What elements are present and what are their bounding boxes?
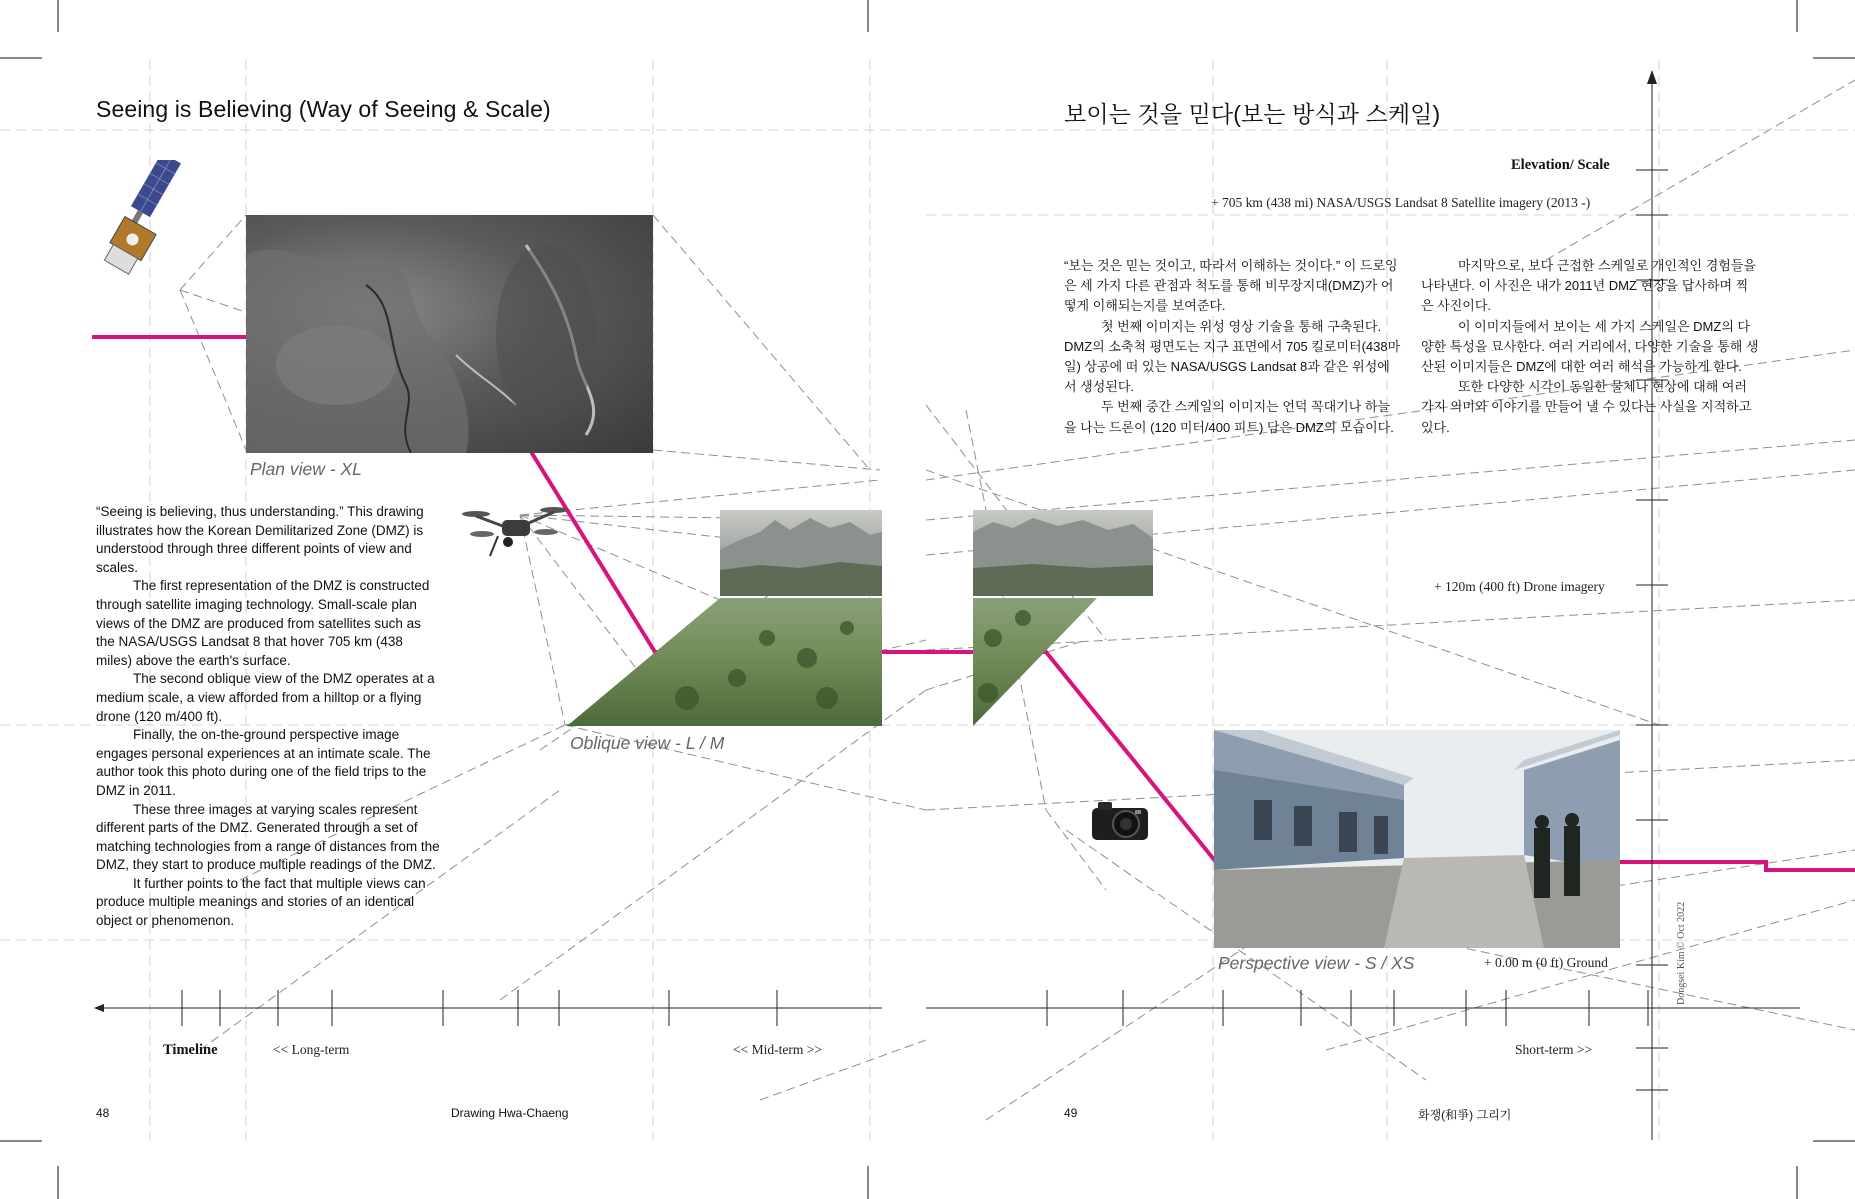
left-page: [0, 0, 926, 1199]
ko-paragraph: 이 이미지들에서 보이는 세 가지 스케일은 DMZ의 다양한 특성을 묘사한다. 여러 거리에서, 다양한 기술을 통해 생산된 이미지들은 DMZ에 대한 여러 해석을 가능하게 한다.: [1421, 318, 1759, 375]
drone-mountain-image: [720, 510, 882, 596]
body-paragraph: It further points to the fact that multiple views can produce multiple meanings and stories of an identical object or phenomenon.: [96, 875, 426, 929]
elevation-label: Elevation/ Scale: [1511, 157, 1610, 173]
body-paragraph: The first representation of the DMZ is constructed through satellite imaging technology. Small-scale plan views of the DMZ are produced from satellites such as the NASA/USGS Landsat 8 that hover 705 km (438 miles) above the earth's surface.: [96, 578, 430, 668]
running-title: 화쟁(和爭) 그리기: [1418, 1108, 1512, 1122]
timeline-arrow-icon: [94, 1004, 104, 1012]
ko-paragraph: 또한 다양한 시각이 동일한 물체나 현상에 대해 여러 가지 의미와 이야기를 만들어 낼 수 있다는 사실을 지적하고 있다.: [1421, 379, 1752, 435]
drone-field-image-continued: [973, 598, 1097, 726]
mid-term-label: << Mid-term >>: [733, 1042, 822, 1057]
drone-icon: [460, 498, 570, 558]
ko-paragraph: 첫 번째 이미지는 위성 영상 기술을 통해 구축된다. DMZ의 소축척 평면도는 지구 표면에서 705 킬로미터(438마일) 상공에 떠 있는 NASA/USGS Landsat 8과 같은 위성에서 생성된다.: [1064, 318, 1401, 395]
caption-plan-view: Plan view - XL: [250, 459, 362, 479]
long-term-label: << Long-term: [273, 1042, 350, 1057]
korean-body-column-2: [1421, 256, 1759, 438]
caption-oblique-view: Oblique view - L / M: [570, 733, 725, 753]
body-paragraph: “Seeing is believing, thus understanding.” This drawing illustrates how the Korean Demilitarized Zone (DMZ) is understood through three different points of view and scales.: [96, 504, 424, 575]
body-paragraph: Finally, the on-the-ground perspective image engages personal experiences at an intimate scale. The author took this photo during one of the field trips to the DMZ in 2011.: [96, 727, 431, 798]
drone-field-image: [567, 598, 882, 726]
caption-perspective-view: Perspective view - S / XS: [1218, 953, 1415, 973]
satellite-elevation-note: + 705 km (438 mi) NASA/USGS Landsat 8 Satellite imagery (2013 -): [1211, 195, 1591, 210]
drone-elevation-note: + 120m (400 ft) Drone imagery: [1434, 579, 1605, 594]
timeline-label: Timeline: [163, 1042, 218, 1058]
ko-paragraph: 마지막으로, 보다 근접한 스케일로 개인적인 경험들을 나타낸다. 이 사진은 내가 2011년 DMZ 현장을 답사하며 찍은 사진이다.: [1421, 258, 1756, 314]
camera-icon: [1090, 798, 1150, 842]
running-title: Drawing Hwa-Chaeng: [451, 1106, 569, 1120]
credit-text: Dongsei Kim © Oct 2022: [1676, 901, 1687, 1005]
korean-body-column-1: [1064, 256, 1402, 438]
right-page: [926, 0, 1855, 1199]
body-paragraph: These three images at varying scales represent different parts of the DMZ. Generated through a set of matching technologies from a range of distances from the DMZ, they start to produce multiple readings of the DMZ.: [96, 801, 440, 873]
english-body-text: [96, 503, 440, 931]
satellite-icon: [102, 160, 212, 295]
body-paragraph: The second oblique view of the DMZ operates at a medium scale, a view afforded from a hilltop or a flying drone (120 m/400 ft).: [96, 671, 435, 724]
ko-paragraph: 두 번째 중간 스케일의 이미지는 언덕 꼭대기나 하늘을 나는 드론이 (120 미터/400 피트) 담은 DMZ의 모습이다.: [1064, 399, 1394, 435]
page-number: 49: [1064, 1106, 1078, 1120]
drone-mountain-image-continued: [973, 510, 1153, 596]
page-title: Seeing is Believing (Way of Seeing & Scale): [96, 96, 551, 122]
page-title-korean: 보이는 것을 믿다(보는 방식과 스케일): [1064, 101, 1441, 127]
short-term-label: Short-term >>: [1515, 1042, 1593, 1057]
ground-elevation-note: + 0.00 m (0 ft) Ground: [1484, 955, 1608, 970]
page-number: 48: [96, 1106, 110, 1120]
ground-photo: [1214, 730, 1620, 948]
satellite-image: [246, 215, 653, 453]
elevation-arrow-icon: [1647, 70, 1657, 84]
ko-paragraph: “보는 것은 믿는 것이고, 따라서 이해하는 것이다.” 이 드로잉은 세 가지 다른 관점과 척도를 통해 비무장지대(DMZ)가 어떻게 이해되는지를 보여준다.: [1064, 258, 1398, 314]
